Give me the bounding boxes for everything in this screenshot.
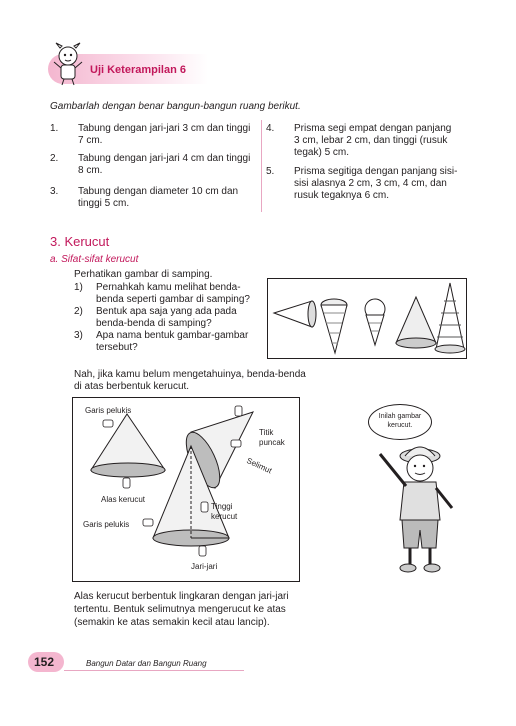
upright-cone-icon xyxy=(91,414,165,477)
label-selimut: Selimut xyxy=(245,456,274,476)
label-garis-pelukis-top: Garis pelukis xyxy=(85,406,132,415)
boy-illustration-icon xyxy=(360,438,470,578)
ice-cream-scoop-icon xyxy=(365,299,385,345)
mascot-icon xyxy=(50,42,86,86)
explain-line-1: Nah, jika kamu belum mengetahuinya, benda-benda xyxy=(74,369,306,380)
label-alas-kerucut: Alas kerucut xyxy=(101,495,146,504)
header-title: Uji Keterampilan 6 xyxy=(90,64,186,76)
chapter-title: Bangun Datar dan Bangun Ruang xyxy=(86,659,207,668)
label-tinggi: Tinggi xyxy=(211,502,233,511)
ice-cream-cone-icon xyxy=(321,299,347,353)
intro-text: Perhatikan gambar di samping. xyxy=(74,269,213,280)
page-number: 152 xyxy=(34,655,55,669)
hand-pointer-icon xyxy=(235,406,242,416)
exercise-list-left: 1. Tabung dengan jari-jari 3 cm dan tinggi 7 cm. 2. Tabung dengan jari-jari 4 cm dan tinggi 8 cm. 3. Tabung dengan diameter 10 cm dan tinggi 5 cm. xyxy=(50,123,251,209)
cone-diagram-drawing xyxy=(73,398,299,581)
label-garis-pelukis-bottom: Garis pelukis xyxy=(83,520,130,529)
speech-bubble: Inilah gambar kerucut. xyxy=(368,404,432,440)
section-title: 3. Kerucut xyxy=(50,234,110,249)
cone-objects-drawing xyxy=(268,279,466,358)
label-puncak: puncak xyxy=(259,438,285,447)
label-kerucut: kerucut xyxy=(211,512,238,521)
hand-pointer-icon xyxy=(143,519,153,526)
explain-line-2: di atas berbentuk kerucut. xyxy=(74,381,190,392)
instruction-text: Gambarlah dengan benar bangun-bangun ruang berikut. xyxy=(50,101,301,112)
hand-pointer-icon xyxy=(199,546,206,556)
tumpeng-icon xyxy=(435,283,465,353)
hand-pointer-icon xyxy=(123,478,130,488)
cone-icon xyxy=(396,297,436,348)
hand-pointer-icon xyxy=(231,440,241,447)
conclusion-line-2: tertentu. Bentuk selimutnya mengerucut ke atas xyxy=(74,604,286,615)
hand-pointer-icon xyxy=(103,420,113,427)
label-titik: Titik xyxy=(259,428,274,437)
cone-diagram xyxy=(72,397,300,582)
label-jari-jari: Jari-jari xyxy=(191,562,218,571)
subsection-title: a. Sifat-sifat kerucut xyxy=(50,254,139,265)
column-divider xyxy=(261,120,262,212)
exercise-list-right: 4. Prisma segi empat dengan panjang 3 cm, lebar 2 cm, dan tinggi (rusuk tegak) 5 cm. 5. Prisma segitiga dengan panjang sisi- sisi alasnya 2 cm, 3 cm, 4 cm, dan rusuk tegaknya 6 cm. xyxy=(266,123,458,201)
hand-pointer-icon xyxy=(201,502,208,512)
party-hat-icon xyxy=(274,301,316,327)
conclusion-line-1: Alas kerucut berbentuk lingkaran dengan jari-jari xyxy=(74,591,289,602)
cone-objects-image xyxy=(267,278,467,359)
question-list: 1) Pernahkah kamu melihat benda- benda seperti gambar di samping? 2) Bentuk apa saja yang ada pada benda-benda di samping? 3) Apa nama bentuk gambar-gambar tersebut? xyxy=(74,282,250,353)
footer-divider xyxy=(64,670,244,671)
conclusion-line-3: (semakin ke atas semakin kecil atau lancip). xyxy=(74,617,270,628)
